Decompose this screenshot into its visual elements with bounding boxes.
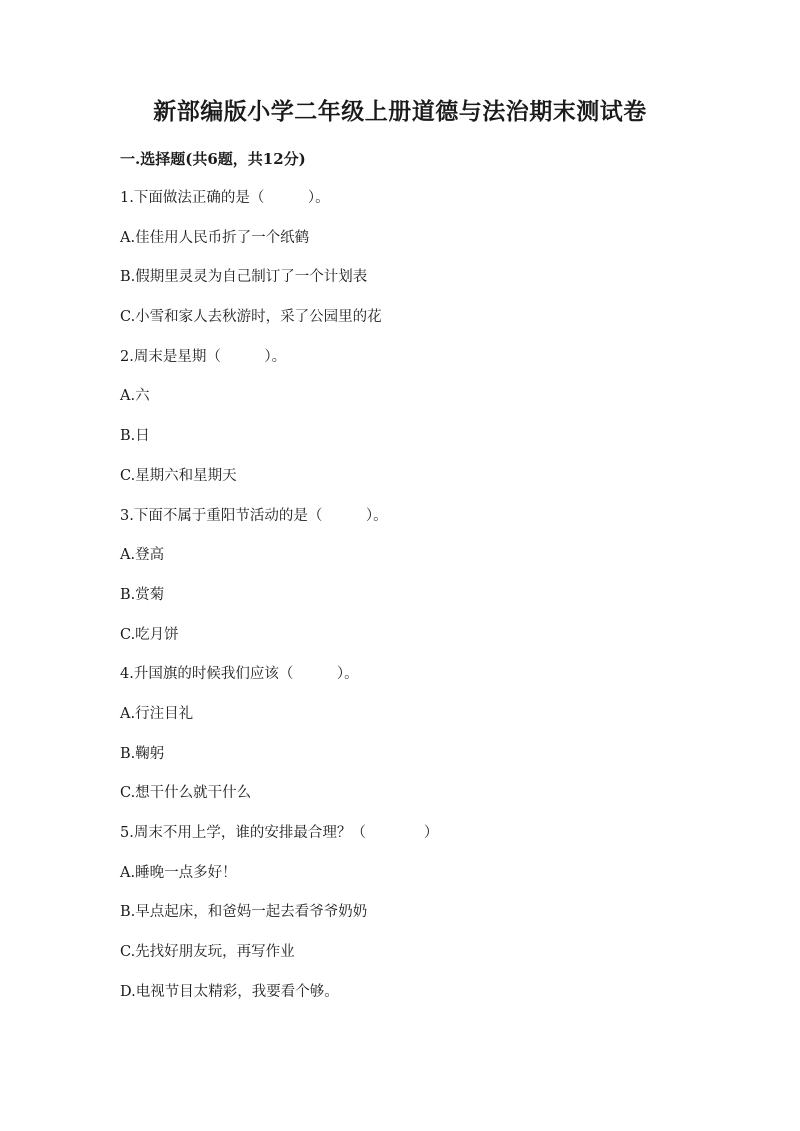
question-3-option-c: C.吃月饼: [120, 626, 179, 643]
question-4-option-c: C.想干什么就干什么: [120, 785, 252, 802]
question-2-option-b: B.日: [120, 428, 150, 445]
question-list: [120, 187, 720, 1020]
section-heading: 一.选择题(共6题，共12分): [120, 150, 306, 168]
question-3-stem: 3.下面不属于重阳节活动的是（ ）。: [120, 507, 388, 524]
question-1-stem: 1.下面做法正确的是（ ）。: [120, 190, 330, 206]
question-4-option-a: A.行注目礼: [120, 705, 194, 722]
document-title: 新部编版小学二年级上册道德与法治期末测试卷: [153, 98, 647, 125]
question-1-option-c: C.小雪和家人去秋游时，采了公园里的花: [120, 309, 382, 326]
question-5-option-a: A.睡晚一点多好！: [120, 864, 237, 881]
question-5-option-b: B.早点起床，和爸妈一起去看爷爷奶奶: [120, 904, 368, 921]
question-4-option-b: B.鞠躬: [120, 745, 165, 762]
question-4-stem: 4.升国旗的时候我们应该（ ）。: [120, 666, 359, 683]
question-3-option-a: A.登高: [120, 547, 165, 564]
question-5-option-c: C.先找好朋友玩，再写作业: [120, 944, 295, 961]
question-2-option-c: C.星期六和星期天: [120, 467, 237, 484]
question-1-option-a: A.佳佳用人民币折了一个纸鹤: [120, 229, 310, 246]
question-2-stem: 2.周末是星期（ ）。: [120, 348, 287, 365]
question-2-option-a: A.六: [120, 388, 150, 405]
question-1-option-b: B.假期里灵灵为自己制订了一个计划表: [120, 269, 368, 286]
question-5-option-d: D.电视节目太精彩，我要看个够。: [120, 983, 339, 1000]
question-5-stem: 5.周末不用上学，谁的安排最合理？（ ）: [120, 825, 439, 841]
question-3-option-b: B.赏菊: [120, 586, 165, 603]
